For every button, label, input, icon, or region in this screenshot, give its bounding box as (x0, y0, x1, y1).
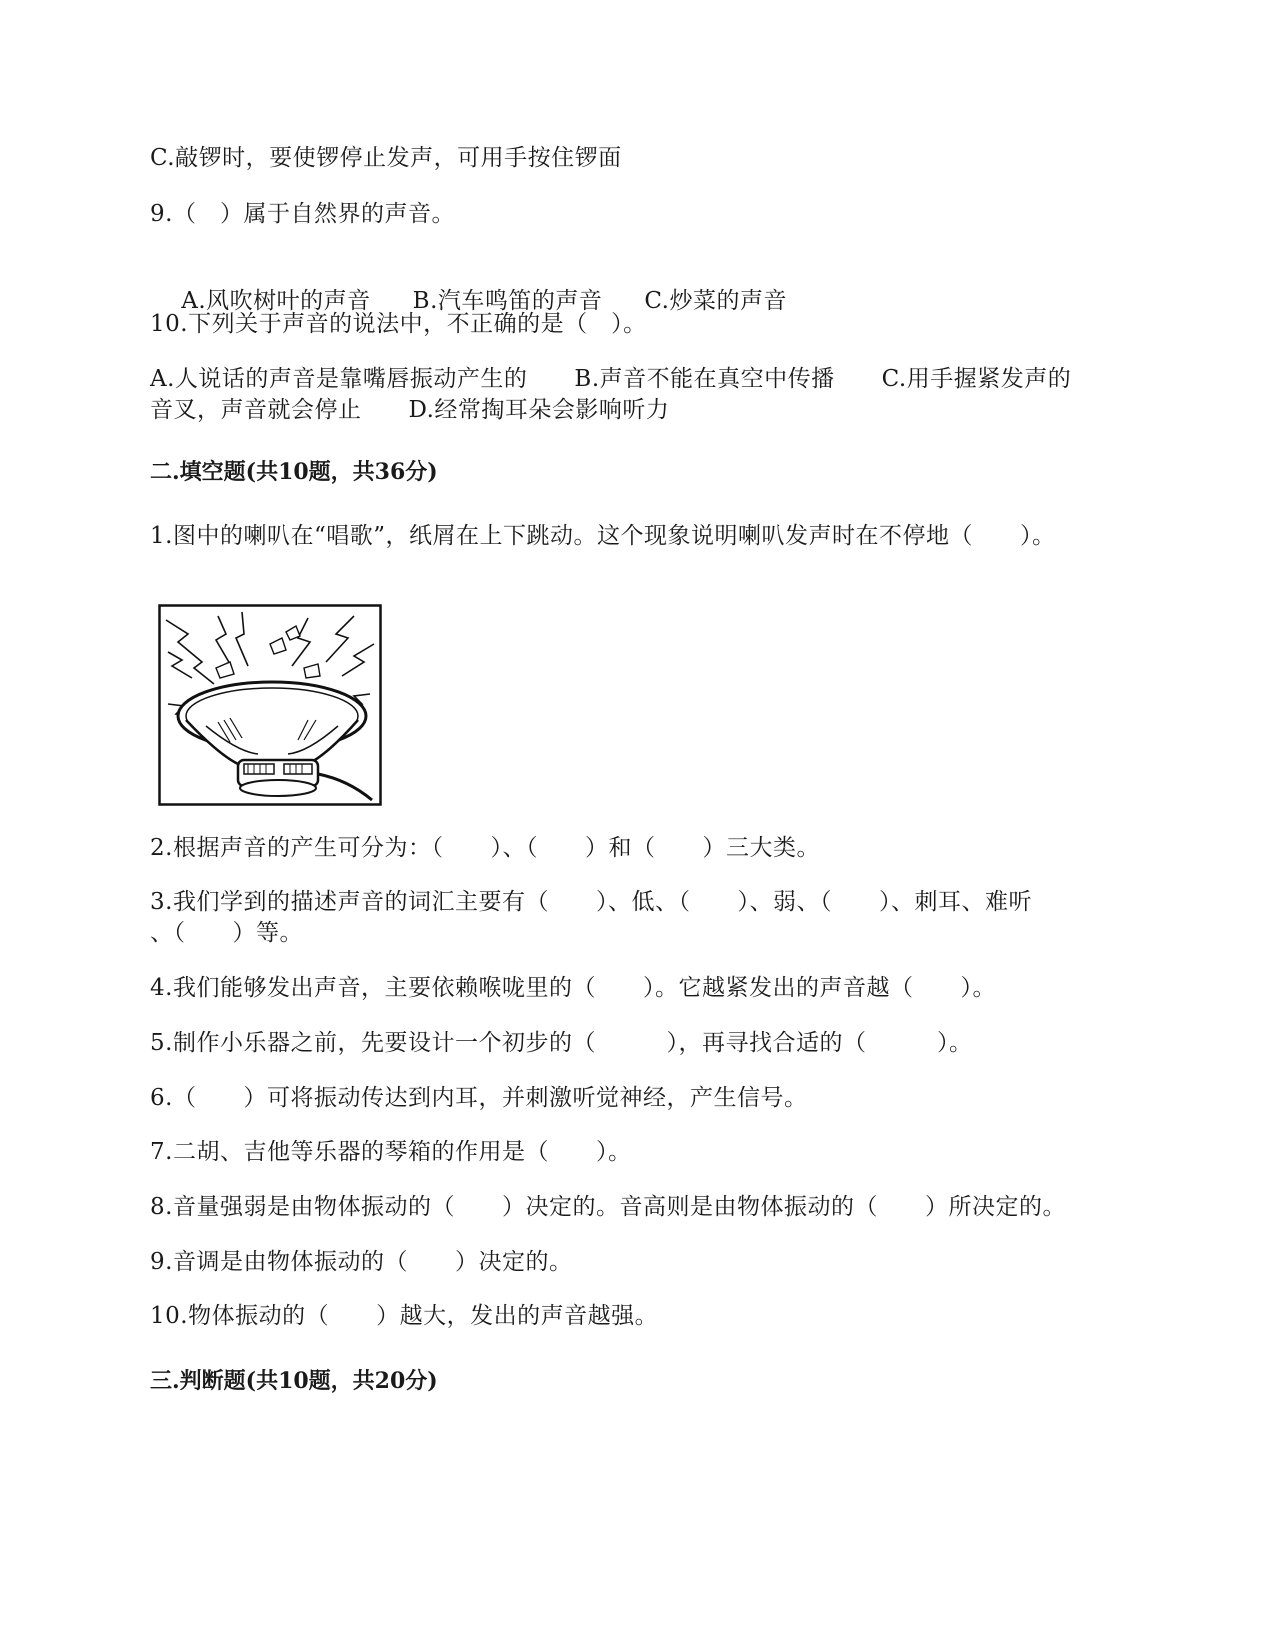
fill-question-10: 10.物体振动的（ ）越大，发出的声音越强。 (150, 1303, 659, 1329)
question-9-stem: 9.（ ）属于自然界的声音。 (150, 201, 455, 227)
fill-question-3-line-2: 、（ ）等。 (150, 920, 303, 946)
question-10-options-line-2: 音叉，声音就会停止 D.经常掏耳朵会影响听力 (150, 397, 670, 423)
fill-question-9: 9.音调是由物体振动的（ ）决定的。 (150, 1249, 573, 1275)
fill-question-6: 6.（ ）可将振动传达到内耳，并刺激听觉神经，产生信号。 (150, 1085, 808, 1111)
section-2-heading: 二.填空题(共10题，共36分) (150, 459, 438, 485)
question-9-option-b: B.汽车鸣笛的声音 (412, 288, 603, 314)
question-8-option-c: C.敲锣时，要使锣停止发声，可用手按住锣面 (150, 145, 622, 171)
fill-question-8: 8.音量强弱是由物体振动的（ ）决定的。音高则是由物体振动的（ ）所决定的。 (150, 1194, 1066, 1220)
fill-question-1: 1.图中的喇叭在“唱歌”，纸屑在上下跳动。这个现象说明喇叭发声时在不停地（ ）。 (150, 523, 1056, 549)
question-10-stem: 10.下列关于声音的说法中，不正确的是（ ）。 (150, 311, 647, 337)
speaker-illustration (158, 604, 382, 806)
fill-question-3-line-1: 3.我们学到的描述声音的词汇主要有（ ）、低、（ ）、弱、（ ）、刺耳、难听 (150, 889, 1032, 915)
fill-question-2: 2.根据声音的产生可分为：（ ）、（ ）和（ ）三大类。 (150, 835, 820, 861)
fill-question-4: 4.我们能够发出声音，主要依赖喉咙里的（ ）。它越紧发出的声音越（ ）。 (150, 975, 996, 1001)
section-3-heading: 三.判断题(共10题，共20分) (150, 1368, 438, 1394)
fill-question-5: 5.制作小乐器之前，先要设计一个初步的（ ），再寻找合适的（ ）。 (150, 1030, 973, 1056)
question-9-option-a: A.风吹树叶的声音 (181, 288, 371, 314)
fill-question-7: 7.二胡、吉他等乐器的琴箱的作用是（ ）。 (150, 1139, 632, 1165)
question-10-options-line-1: A.人说话的声音是靠嘴唇振动产生的 B.声音不能在真空中传播 C.用手握紧发声的 (150, 366, 1072, 392)
question-9-option-c: C.炒菜的声音 (644, 288, 787, 314)
